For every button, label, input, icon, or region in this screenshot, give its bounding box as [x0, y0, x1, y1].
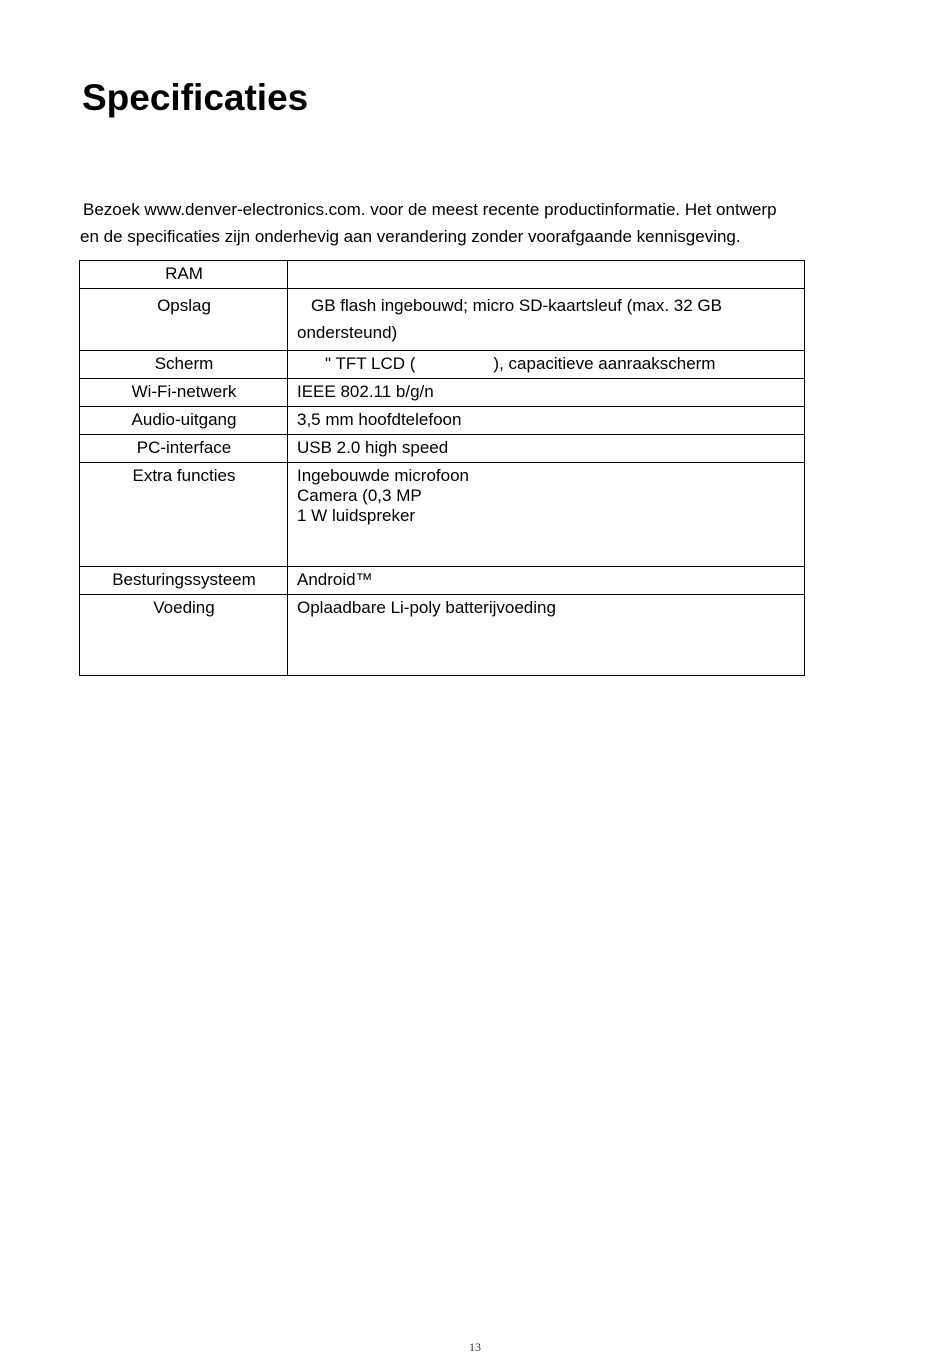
intro-paragraph [80, 196, 840, 250]
spec-label: Voeding [80, 595, 288, 676]
spec-value: USB 2.0 high speed [288, 435, 805, 463]
spec-label: Scherm [80, 351, 288, 379]
spec-value-text: " TFT LCD ( [325, 354, 416, 373]
spec-label: Extra functies [80, 463, 288, 567]
page-number: 13 [469, 1340, 481, 1354]
spec-row-power [80, 595, 805, 676]
spec-value-text: ), capacitieve aanraakscherm [493, 354, 716, 373]
spec-value-text: GB flash ingebouwd; micro SD-kaartsleuf (max. 32 GB [311, 296, 722, 315]
spec-value: Oplaadbare Li-poly batterijvoeding [288, 595, 805, 676]
spec-value: Android™ [288, 567, 805, 595]
spec-label: Besturingssysteem [80, 567, 288, 595]
intro-line: Bezoek www.denver-electronics.com. voor de meest recente productinformatie. Het ontwerp [83, 200, 777, 219]
spec-label: Audio-uitgang [80, 407, 288, 435]
spec-row-wifi [80, 379, 805, 407]
spec-value [288, 289, 805, 351]
spec-row-pc-interface [80, 435, 805, 463]
spec-row-ram [80, 261, 805, 289]
spec-label: PC-interface [80, 435, 288, 463]
spec-label: Wi-Fi-netwerk [80, 379, 288, 407]
spec-row-storage [80, 289, 805, 351]
spec-value-line: Ingebouwde microfoon [297, 466, 470, 485]
spec-value-line [297, 292, 796, 319]
spec-label: RAM [80, 261, 288, 289]
spec-value: IEEE 802.11 b/g/n [288, 379, 805, 407]
spec-value [288, 351, 805, 379]
spec-label: Opslag [80, 289, 288, 351]
spec-value: 3,5 mm hoofdtelefoon [288, 407, 805, 435]
spec-row-os [80, 567, 805, 595]
page-title: Specificaties [82, 77, 309, 118]
specifications-table [79, 260, 805, 676]
spec-value [288, 463, 805, 567]
spec-value-line: 1 W luidspreker [297, 506, 416, 525]
spec-value-line: Camera (0,3 MP [297, 486, 422, 505]
spec-row-screen [80, 351, 805, 379]
spec-value [288, 261, 805, 289]
spec-row-audio [80, 407, 805, 435]
intro-line: en de specificaties zijn onderhevig aan verandering zonder voorafgaande kennisgeving. [80, 227, 741, 246]
spec-row-extras [80, 463, 805, 567]
spec-value-line: ondersteund) [297, 323, 398, 342]
